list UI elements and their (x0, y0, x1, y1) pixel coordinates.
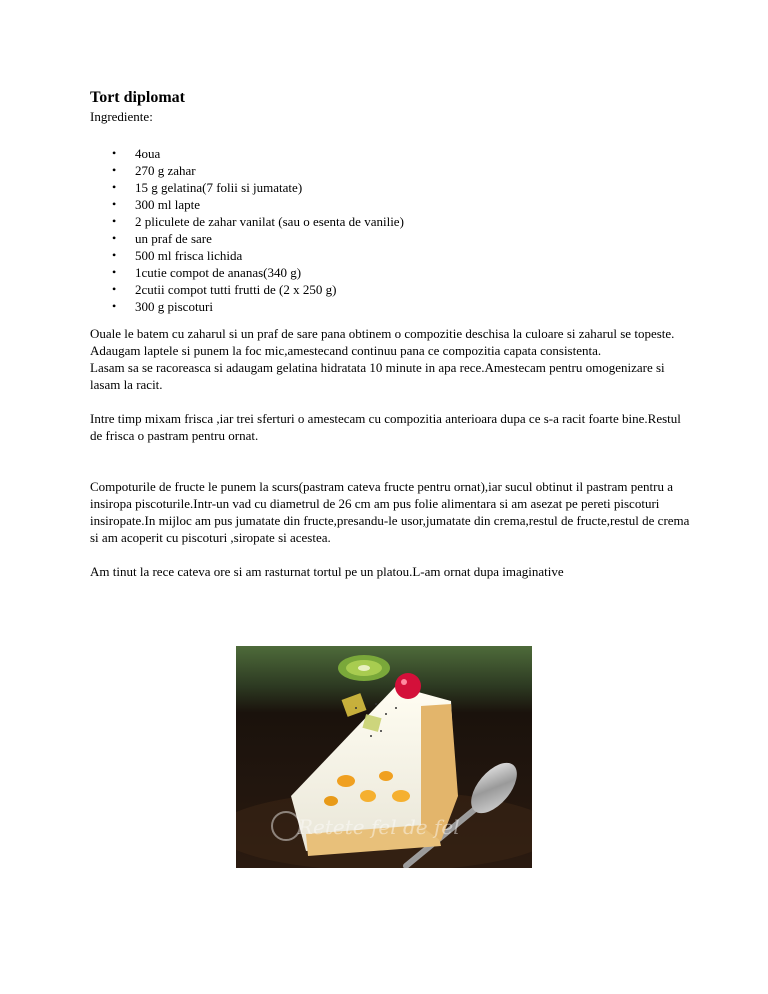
list-item: • 15 g gelatina(7 folii si jumatate) (112, 180, 303, 195)
paragraph-beat-eggs: Ouale le batem cu zaharul si un praf de sare pana obtinem o compozitie deschisa la culoare si zaharul se topeste. Adaugam laptele si punem la foc mic,amestecand continuu pana ce compozitia capata consistenta. (90, 326, 675, 358)
cake-photo-icon (236, 646, 532, 868)
paragraph-gelatin: Lasam sa se racoreasca si adaugam gelatina hidratata 10 minute in apa rece.Amestecam pentru omogenizare si lasam la racit. (90, 360, 665, 392)
bullet-icon: • (112, 197, 117, 211)
bullet-icon: • (112, 248, 117, 262)
recipe-title: Tort diplomat (90, 89, 185, 106)
list-item: • 300 g piscoturi (112, 299, 213, 314)
bullet-icon: • (112, 146, 117, 160)
list-item: • un praf de sare (112, 231, 212, 246)
list-item: • 2cutii compot tutti frutti de (2 x 250 g) (112, 282, 337, 297)
cake-photo (236, 646, 532, 868)
list-item: • 1cutie compot de ananas(340 g) (112, 265, 302, 280)
paragraph-cream: Intre timp mixam frisca ,iar trei sferturi o amestecam cu compozitia anterioara dupa ce s-a racit foarte bine.Restul de frisca o pastram pentru ornat. (90, 411, 681, 443)
list-item: • 270 g zahar (112, 163, 196, 178)
list-item: • 2 pliculete de zahar vanilat (sau o esenta de vanilie) (112, 214, 404, 229)
list-item: • 300 ml lapte (112, 197, 200, 212)
bullet-icon: • (112, 231, 117, 245)
watermark-text: Retete fel de fel (298, 815, 460, 839)
ingredients-heading: Ingrediente: (90, 109, 153, 124)
list-item: • 500 ml frisca lichida (112, 248, 243, 263)
ingredients-list (90, 145, 690, 315)
bullet-icon: • (112, 180, 117, 194)
paragraph-finish: Am tinut la rece cateva ore si am rasturnat tortul pe un platou.L-am ornat dupa imaginative (90, 564, 564, 579)
bullet-icon: • (112, 214, 117, 228)
bullet-icon: • (112, 163, 117, 177)
bullet-icon: • (112, 282, 117, 296)
paragraph-assembly: Compoturile de fructe le punem la scurs(pastram cateva fructe pentru ornat),iar sucul obtinut il pastram pentru a insiropa piscoturile.Intr-un vad cu diametrul de 26 cm am pus folie alimentara si am asezat pe pereti piscoturi insiropate.In mijloc am pus jumatate din fructe,presandu-le usor,jumatate din crema,restul de fructe,restul de crema si am acoperit cu piscoturi ,siropate si acestea. (90, 479, 690, 545)
bullet-icon: • (112, 265, 117, 279)
document-body (90, 88, 690, 580)
list-item: • 4oua (112, 146, 161, 161)
bullet-icon: • (112, 299, 117, 313)
